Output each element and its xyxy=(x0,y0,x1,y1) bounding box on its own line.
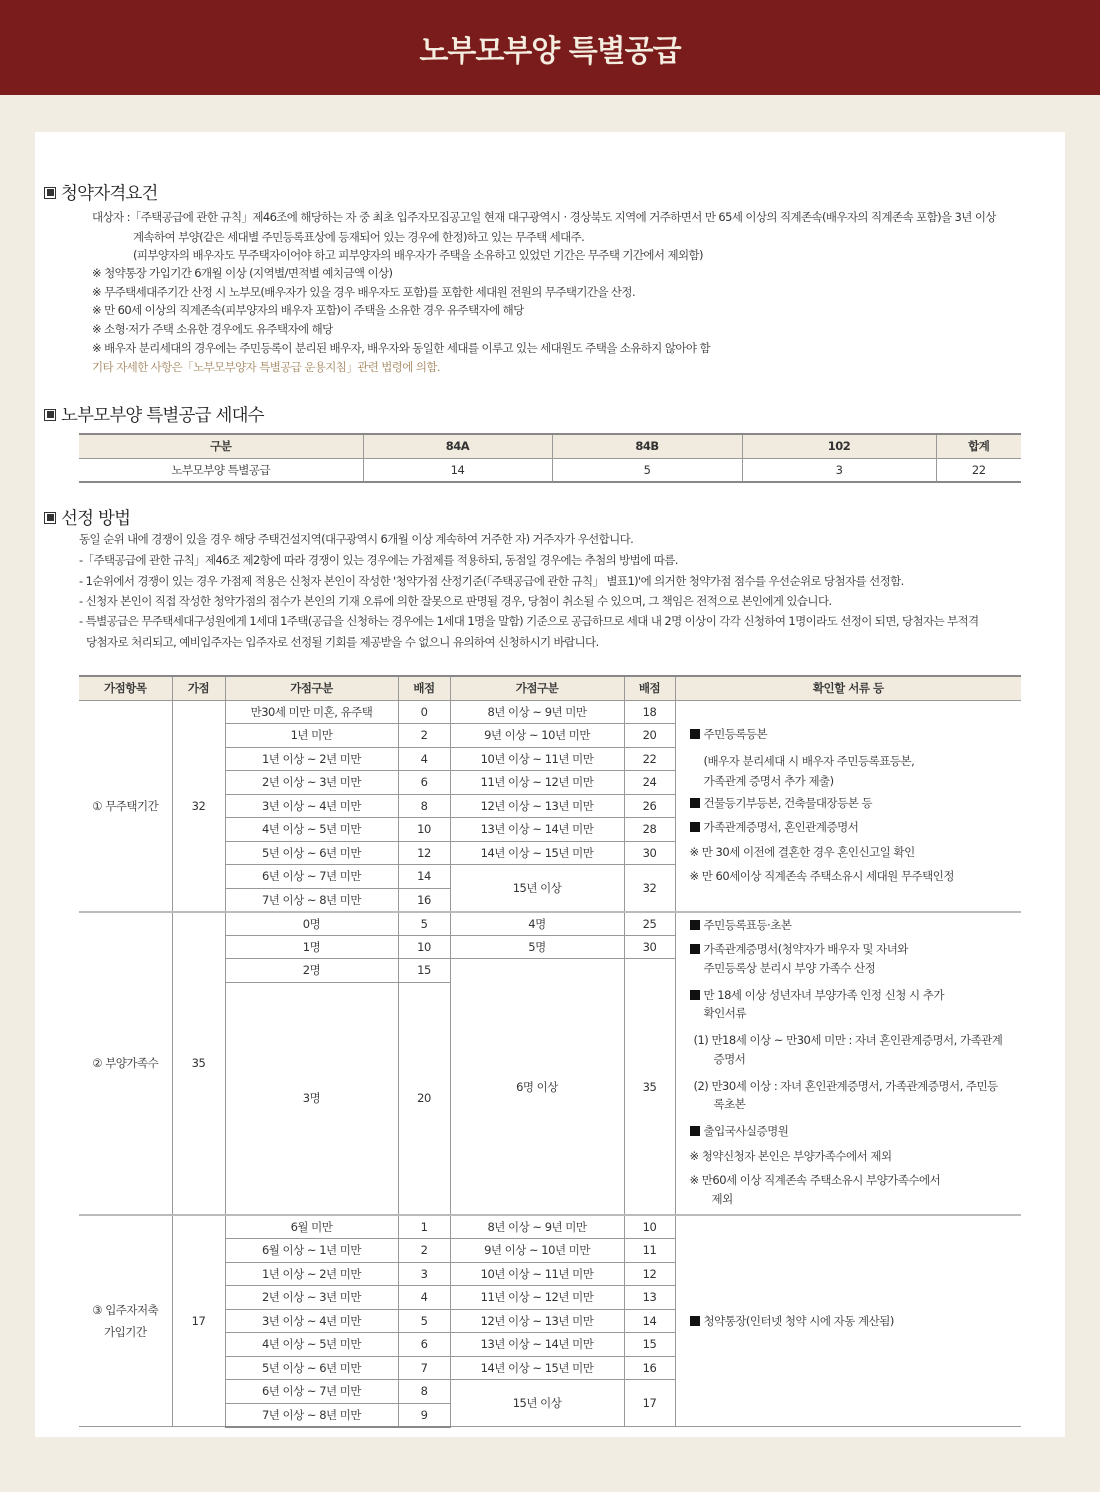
doc-item: 가족관계증명서(청약자가 배우자 및 자녀와 xyxy=(690,937,1008,962)
eligibility-heading xyxy=(44,180,158,205)
doc-note: ※ 만 30세 이전에 결혼한 경우 혼인신고일 확인 xyxy=(689,844,915,859)
score-range: 1명 xyxy=(225,935,398,959)
score-range: 6년 이상 ~ 7년 미만 xyxy=(225,865,398,889)
page-banner xyxy=(0,0,1100,95)
selection-line: - 1순위에서 경쟁이 있는 경우 가점제 적용은 신청자 본인이 작성한 '청약가점 산정기준(「주택공급에 관한 규칙」 별표1)'에 의거한 청약가점 점수를 우선순위로 당첨자를 선정함. xyxy=(79,574,904,588)
score-header-cell: 배점 xyxy=(624,676,675,700)
score-row xyxy=(79,700,1021,724)
doc-item: 만 18세 이상 성년자녀 부양가족 인정 신청 시 추가 xyxy=(690,983,1008,1008)
score-points: 14 xyxy=(398,865,450,889)
eligibility-note: ※ 소형·저가 주택 소유한 경우에도 유주택자에 해당 xyxy=(92,322,333,336)
score-points: 25 xyxy=(624,912,675,936)
selection-line: - 특별공급은 무주택세대구성원에게 1세대 1주택(공급을 신청하는 경우에는 1세대 1명을 말함) 기준으로 공급하므로 세대 내 2명 이상이 각각 신청하여 1명이라도 선정이 되면, 당첨자는 부적격 xyxy=(79,614,979,628)
doc-item: 증명서 xyxy=(713,1051,746,1066)
docs-cell xyxy=(675,700,1021,912)
score-points: 17 xyxy=(624,1380,675,1427)
score-header-row xyxy=(79,676,1021,700)
score-range: 11년 이상 ~ 12년 미만 xyxy=(450,1286,624,1310)
score-item xyxy=(79,1215,172,1427)
score-points: 15 xyxy=(398,959,450,983)
eligibility-target-line: (피부양자의 배우자도 무주택자이어야 하고 피부양자의 배우자가 주택을 소유하고 있었던 기간은 무주택 기간에서 제외함) xyxy=(133,248,703,262)
score-points: 2 xyxy=(398,1239,450,1263)
units-table xyxy=(79,433,1021,483)
doc-item: 출입국사실증명원 xyxy=(690,1119,1008,1144)
score-range: 9년 이상 ~ 10년 미만 xyxy=(450,724,624,748)
square-bullet-icon xyxy=(44,512,56,524)
score-row xyxy=(79,1215,1021,1239)
score-points: 8 xyxy=(398,1380,450,1404)
score-points: 26 xyxy=(624,794,675,818)
score-item: ① 무주택기간 xyxy=(79,700,172,912)
score-points: 4 xyxy=(398,1286,450,1310)
score-points: 10 xyxy=(624,1215,675,1239)
score-points: 28 xyxy=(624,818,675,842)
units-header-cell: 102 xyxy=(742,434,936,458)
eligibility-note: ※ 배우자 분리세대의 경우에는 주민등록이 분리된 배우자, 배우자와 동일한 세대를 이루고 있는 세대원도 주택을 소유하지 않아야 함 xyxy=(92,341,710,355)
black-square-icon xyxy=(690,729,700,739)
eligibility-note: ※ 청약통장 가입기간 6개월 이상 (지역별/면적별 예치금액 이상) xyxy=(92,266,393,280)
eligibility-note: ※ 무주택세대주기간 산정 시 노부모(배우자가 있을 경우 배우자도 포함)를 포함한 세대원 전원의 무주택기간을 산정. xyxy=(92,285,635,299)
doc-note: ※ 만60세 이상 직계존속 주택소유시 부양가족수에서 xyxy=(689,1173,941,1187)
units-header-row xyxy=(79,434,1021,458)
score-range: 8년 이상 ~ 9년 미만 xyxy=(450,700,624,724)
doc-note: 제외 xyxy=(711,1191,733,1206)
score-item-line: ③ 입주자저축 xyxy=(92,1303,159,1317)
score-range: 7년 이상 ~ 8년 미만 xyxy=(225,1403,398,1427)
score-range: 10년 이상 ~ 11년 미만 xyxy=(450,1262,624,1286)
score-range: 10년 이상 ~ 11년 미만 xyxy=(450,747,624,771)
units-header-cell: 84B xyxy=(552,434,742,458)
units-row xyxy=(79,458,1021,482)
score-range: 6명 이상 xyxy=(450,959,624,1216)
score-range: 5년 이상 ~ 6년 미만 xyxy=(225,841,398,865)
score-points: 9 xyxy=(398,1403,450,1427)
score-points: 32 xyxy=(624,865,675,912)
units-cell: 노부모부양 특별공급 xyxy=(79,458,363,482)
score-range: 6년 이상 ~ 7년 미만 xyxy=(225,1380,398,1404)
score-range: 6월 미만 xyxy=(225,1215,398,1239)
units-cell: 5 xyxy=(552,458,742,482)
score-range: 2년 이상 ~ 3년 미만 xyxy=(225,1286,398,1310)
black-square-icon xyxy=(690,920,700,930)
score-range: 13년 이상 ~ 14년 미만 xyxy=(450,818,624,842)
eligibility-target-line: 대상자 :「주택공급에 관한 규칙」제46조에 해당하는 자 중 최초 입주자모집공고일 현재 대구광역시 · 경상북도 지역에 거주하면서 만 65세 이상의 직계존속(배우자의 직계존속 포함)을 3년 이상 xyxy=(92,210,996,224)
black-square-icon xyxy=(690,1316,700,1326)
score-range: 4년 이상 ~ 5년 미만 xyxy=(225,818,398,842)
score-range: 13년 이상 ~ 14년 미만 xyxy=(450,1333,624,1357)
eligibility-target-line: 계속하여 부양(같은 세대별 주민등록표상에 등재되어 있는 경우에 한정)하고 있는 무주택 세대주. xyxy=(133,230,585,244)
score-points: 20 xyxy=(624,724,675,748)
square-bullet-icon xyxy=(44,409,56,421)
score-range: 5년 이상 ~ 6년 미만 xyxy=(225,1356,398,1380)
score-points: 12 xyxy=(624,1262,675,1286)
score-points: 35 xyxy=(624,959,675,1216)
units-cell: 22 xyxy=(936,458,1021,482)
score-points: 30 xyxy=(624,841,675,865)
score-range: 15년 이상 xyxy=(450,865,624,912)
score-points: 16 xyxy=(624,1356,675,1380)
score-points: 8 xyxy=(398,794,450,818)
score-points: 5 xyxy=(398,912,450,936)
docs-cell xyxy=(675,912,1021,1216)
score-range: 3년 이상 ~ 4년 미만 xyxy=(225,794,398,818)
doc-item: 주민등록등본 xyxy=(690,722,1008,747)
score-header-cell: 가점구분 xyxy=(450,676,624,700)
score-range: 15년 이상 xyxy=(450,1380,624,1427)
score-max: 35 xyxy=(172,912,225,1216)
score-points: 6 xyxy=(398,771,450,795)
black-square-icon xyxy=(690,990,700,1000)
score-range: 0명 xyxy=(225,912,398,936)
score-points: 5 xyxy=(398,1309,450,1333)
score-range: 1년 미만 xyxy=(225,724,398,748)
eligibility-title: 청약자격요건 xyxy=(61,184,158,204)
doc-item: (2) 만30세 이상 : 자녀 혼인관계증명서, 가족관계증명서, 주민등 xyxy=(693,1078,998,1093)
score-points: 14 xyxy=(624,1309,675,1333)
score-range: 4년 이상 ~ 5년 미만 xyxy=(225,1333,398,1357)
score-item: ② 부양가족수 xyxy=(79,912,172,1216)
selection-line: 동일 순위 내에 경쟁이 있을 경우 해당 주택건설지역(대구광역시 6개월 이상 계속하여 거주한 자) 거주자가 우선합니다. xyxy=(79,532,634,546)
score-row xyxy=(79,912,1021,936)
score-range: 4명 xyxy=(450,912,624,936)
selection-title: 선정 방법 xyxy=(61,509,131,529)
score-header-cell: 가점 xyxy=(172,676,225,700)
score-item-line: 가입기간 xyxy=(104,1325,147,1339)
score-header-cell: 가점구분 xyxy=(225,676,398,700)
score-header-cell: 가점항목 xyxy=(79,676,172,700)
score-points: 12 xyxy=(398,841,450,865)
score-points: 13 xyxy=(624,1286,675,1310)
score-points: 10 xyxy=(398,818,450,842)
black-square-icon xyxy=(690,798,700,808)
score-max: 17 xyxy=(172,1215,225,1427)
score-range: 2년 이상 ~ 3년 미만 xyxy=(225,771,398,795)
units-cell: 14 xyxy=(363,458,552,482)
score-points: 30 xyxy=(624,935,675,959)
score-range: 3명 xyxy=(225,982,398,1215)
doc-item: (배우자 분리세대 시 배우자 주민등록표등본, xyxy=(703,753,915,768)
score-max: 32 xyxy=(172,700,225,912)
doc-item: 가족관계증명서, 혼인관계증명서 xyxy=(690,815,1008,840)
doc-item: 건물등기부등본, 건축물대장등본 등 xyxy=(690,791,1008,816)
selection-heading xyxy=(44,505,130,530)
score-points: 0 xyxy=(398,700,450,724)
score-points: 2 xyxy=(398,724,450,748)
score-range: 2명 xyxy=(225,959,398,983)
score-range: 8년 이상 ~ 9년 미만 xyxy=(450,1215,624,1239)
black-square-icon xyxy=(690,944,700,954)
doc-item: 주민등록표등·초본 xyxy=(690,913,1008,938)
selection-line: 당첨자로 처리되고, 예비입주자는 입주자로 선정될 기회를 제공받을 수 없으니 유의하여 신청하시기 바랍니다. xyxy=(86,635,599,649)
doc-note: ※ 청약신청자 본인은 부양가족수에서 제외 xyxy=(689,1148,892,1163)
black-square-icon xyxy=(690,1126,700,1136)
score-points: 3 xyxy=(398,1262,450,1286)
score-points: 4 xyxy=(398,747,450,771)
score-range: 만30세 미만 미혼, 유주택 xyxy=(225,700,398,724)
score-points: 18 xyxy=(624,700,675,724)
units-header-cell: 84A xyxy=(363,434,552,458)
docs-cell xyxy=(675,1215,1021,1427)
units-title: 노부모부양 특별공급 세대수 xyxy=(61,406,264,426)
score-range: 5명 xyxy=(450,935,624,959)
score-points: 11 xyxy=(624,1239,675,1263)
score-points: 7 xyxy=(398,1356,450,1380)
score-range: 3년 이상 ~ 4년 미만 xyxy=(225,1309,398,1333)
score-range: 11년 이상 ~ 12년 미만 xyxy=(450,771,624,795)
doc-note: ※ 만 60세이상 직계존속 주택소유시 세대원 무주택인정 xyxy=(689,869,954,884)
doc-item: (1) 만18세 이상 ~ 만30세 미만 : 자녀 혼인관계증명서, 가족관계 xyxy=(693,1033,1003,1047)
score-header-cell: 확인할 서류 등 xyxy=(675,676,1021,700)
score-range: 6월 이상 ~ 1년 미만 xyxy=(225,1239,398,1263)
score-points: 6 xyxy=(398,1333,450,1357)
eligibility-footnote: 기타 자세한 사항은「노부모부양자 특별공급 운용지침」관련 법령에 의함. xyxy=(92,360,440,374)
doc-item: 청약통장(인터넷 청약 시에 자동 계산됨) xyxy=(690,1309,1008,1334)
score-range: 12년 이상 ~ 13년 미만 xyxy=(450,794,624,818)
score-points: 1 xyxy=(398,1215,450,1239)
score-range: 9년 이상 ~ 10년 미만 xyxy=(450,1239,624,1263)
eligibility-note: ※ 만 60세 이상의 직계존속(피부양자의 배우자 포함)이 주택을 소유한 경우 유주택자에 해당 xyxy=(92,303,524,317)
doc-item: 확인서류 xyxy=(703,1006,746,1020)
units-cell: 3 xyxy=(742,458,936,482)
units-heading xyxy=(44,402,264,427)
units-header-cell: 합계 xyxy=(936,434,1021,458)
score-header-cell: 배점 xyxy=(398,676,450,700)
score-points: 16 xyxy=(398,888,450,912)
score-points: 22 xyxy=(624,747,675,771)
doc-item: 록초본 xyxy=(713,1097,746,1111)
doc-item: 주민등록상 분리시 부양 가족수 산정 xyxy=(703,960,876,975)
black-square-icon xyxy=(690,822,700,832)
score-points: 24 xyxy=(624,771,675,795)
page-title: 노부모부양 특별공급 xyxy=(419,33,681,69)
score-range: 14년 이상 ~ 15년 미만 xyxy=(450,841,624,865)
score-range: 7년 이상 ~ 8년 미만 xyxy=(225,888,398,912)
score-range: 1년 이상 ~ 2년 미만 xyxy=(225,747,398,771)
units-header-cell: 구분 xyxy=(79,434,363,458)
score-table xyxy=(79,675,1021,1428)
score-range: 12년 이상 ~ 13년 미만 xyxy=(450,1309,624,1333)
square-bullet-icon xyxy=(44,187,56,199)
score-points: 10 xyxy=(398,935,450,959)
selection-line: -「주택공급에 관한 규칙」제46조 제2항에 따라 경쟁이 있는 경우에는 가점제를 적용하되, 동점일 경우에는 추첨의 방법에 따름. xyxy=(79,553,678,567)
score-range: 1년 이상 ~ 2년 미만 xyxy=(225,1262,398,1286)
score-points: 20 xyxy=(398,982,450,1215)
score-range: 14년 이상 ~ 15년 미만 xyxy=(450,1356,624,1380)
doc-item: 가족관계 증명서 추가 제출) xyxy=(703,773,834,788)
selection-line: - 신청자 본인이 직접 작성한 청약가점의 점수가 본인의 기재 오류에 의한 잘못으로 판명될 경우, 당첨이 취소될 수 있으며, 그 책임은 전적으로 본인에게 있습니다. xyxy=(79,594,832,608)
score-points: 15 xyxy=(624,1333,675,1357)
